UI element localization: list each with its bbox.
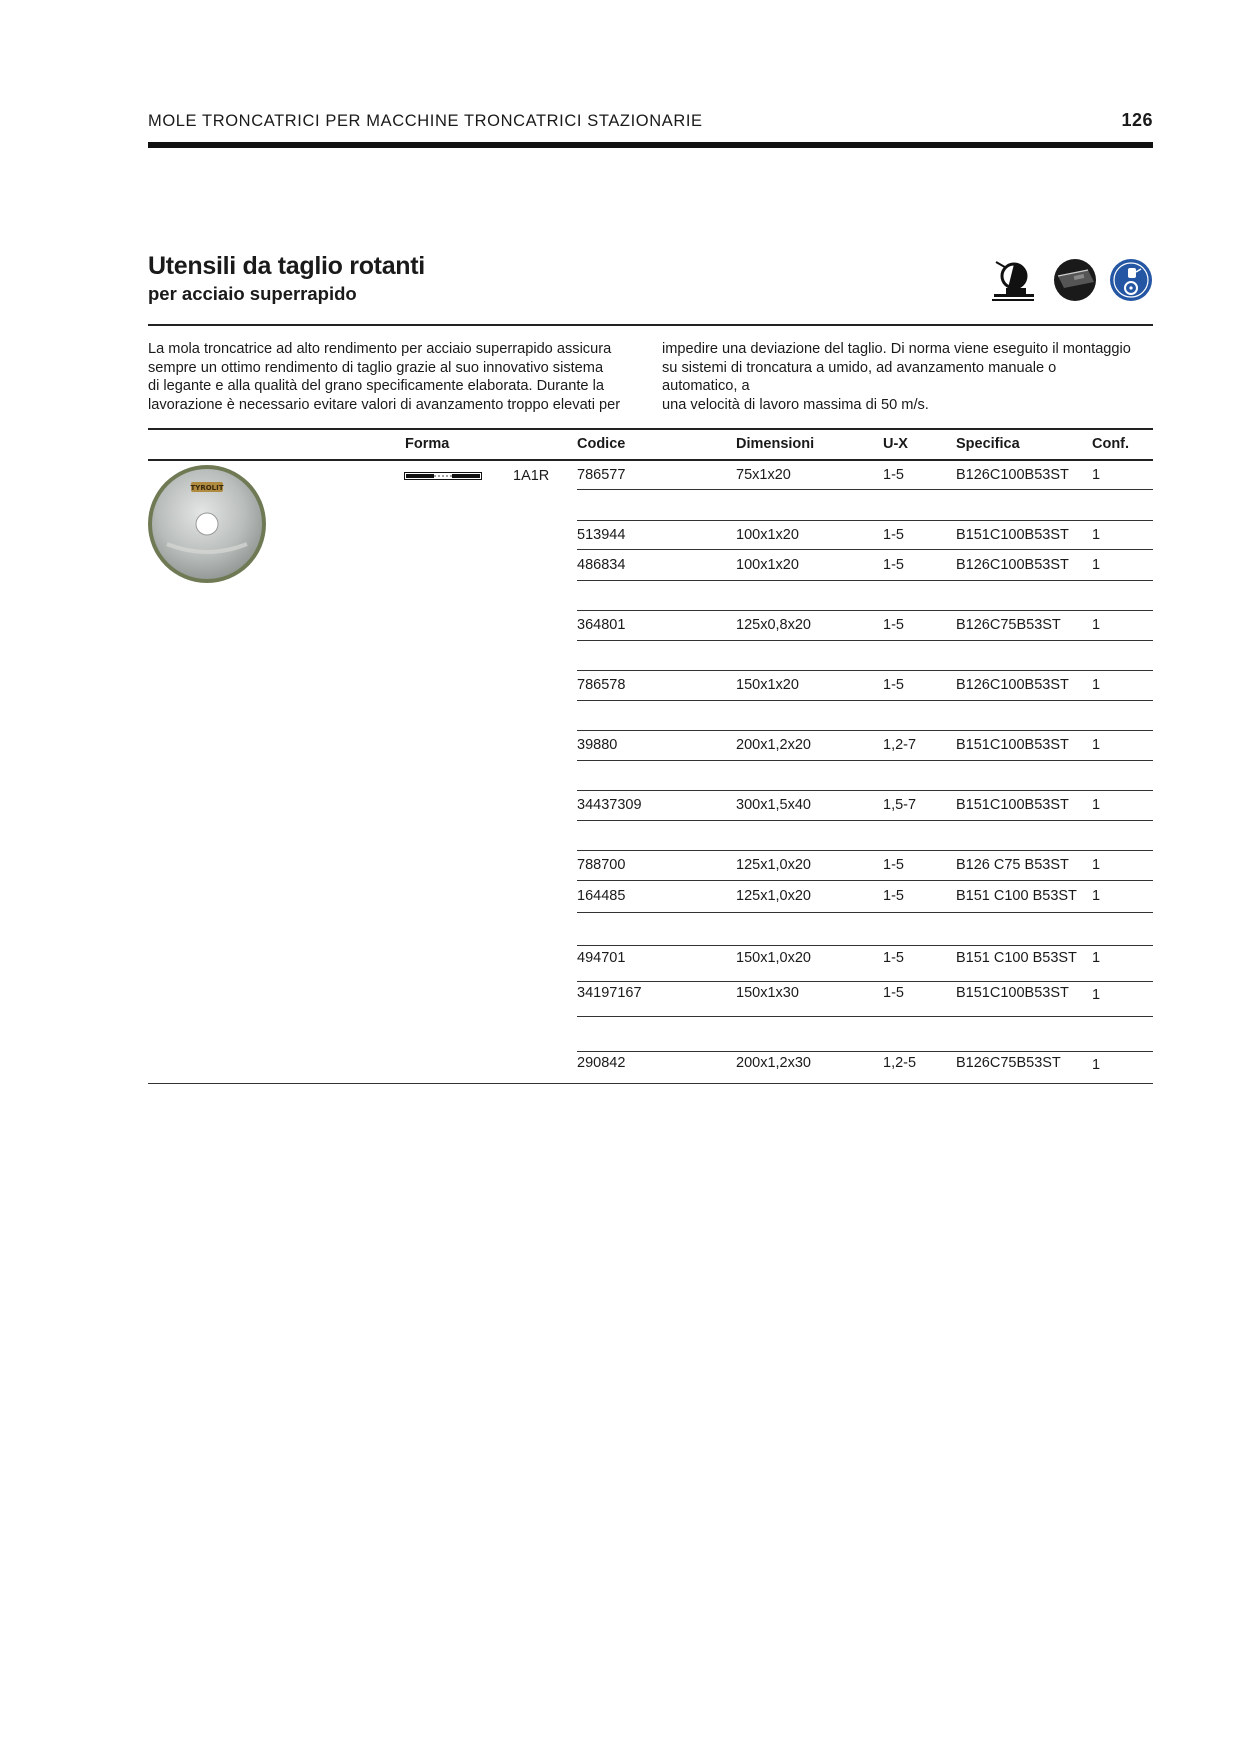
- cell-dimensioni: 200x1,2x30: [736, 1055, 811, 1071]
- cell-conf: 1: [1092, 677, 1101, 693]
- row-divider: [577, 670, 1153, 671]
- cell-ux: 1,2-7: [883, 737, 917, 753]
- description-left: [148, 340, 621, 414]
- running-header-title: MOLE TRONCATRICI PER MACCHINE TRONCATRICI STAZIONARIE: [148, 112, 703, 130]
- cell-codice: 788700: [577, 857, 626, 873]
- header-codice: Codice: [577, 436, 626, 452]
- cell-dimensioni: 125x0,8x20: [736, 617, 811, 633]
- page-number: 126: [1121, 110, 1153, 130]
- cell-dimensioni: 200x1,2x20: [736, 737, 811, 753]
- row-divider: [577, 820, 1153, 821]
- cell-conf: 1: [1092, 797, 1101, 813]
- cell-conf: 1: [1092, 557, 1101, 573]
- disc-brand-label: TYROLIT: [190, 484, 224, 492]
- row-divider: [577, 1051, 1153, 1052]
- cell-codice: 34197167: [577, 985, 642, 1001]
- cell-ux: 1-5: [883, 888, 904, 904]
- row-divider: [577, 549, 1153, 550]
- steel-material-icon: [1054, 259, 1096, 301]
- cell-ux: 1,2-5: [883, 1055, 917, 1071]
- header-ux: U-X: [883, 436, 908, 452]
- header-rule: [148, 142, 1153, 148]
- cell-specifica: B151C100B53ST: [956, 527, 1069, 543]
- description-line: su sistemi di troncatura a umido, ad avanzamento manuale o automatico, a: [662, 359, 1057, 394]
- cell-dimensioni: 125x1,0x20: [736, 888, 811, 904]
- description-right: [662, 340, 1135, 414]
- description-line: lavorazione è necessario evitare valori di avanzamento troppo elevati per: [148, 396, 621, 413]
- cell-conf: 1: [1092, 950, 1101, 966]
- cell-conf: 1: [1092, 888, 1101, 904]
- cell-codice: 364801: [577, 617, 626, 633]
- cell-specifica: B126 C75 B53ST: [956, 857, 1069, 873]
- stationary-cutoff-machine-icon: [992, 262, 1034, 300]
- header-specifica: Specifica: [956, 436, 1020, 452]
- row-divider: [577, 489, 1153, 490]
- cell-codice: 34437309: [577, 797, 642, 813]
- cell-ux: 1-5: [883, 985, 904, 1001]
- description-line: La mola troncatrice ad alto rendimento per acciaio superrapido assicura: [148, 341, 612, 357]
- cell-codice: 164485: [577, 888, 626, 904]
- cell-dimensioni: 100x1x20: [736, 527, 799, 543]
- row-divider: [577, 520, 1153, 521]
- table-bottom-rule: [148, 1083, 1153, 1084]
- cell-ux: 1-5: [883, 857, 904, 873]
- cell-specifica: B126C100B53ST: [956, 677, 1069, 693]
- description-line: una velocità di lavoro massima di 50 m/s.: [662, 396, 929, 413]
- cell-specifica: B151 C100 B53ST: [956, 950, 1077, 966]
- cell-conf: 1: [1092, 1057, 1101, 1073]
- cell-dimensioni: 75x1x20: [736, 467, 791, 483]
- cell-specifica: B126C75B53ST: [956, 617, 1061, 633]
- cell-conf: 1: [1092, 617, 1101, 633]
- cell-conf: 1: [1092, 857, 1101, 873]
- cell-codice: 290842: [577, 1055, 626, 1071]
- shape-1a1r-icon: [404, 467, 482, 475]
- cell-conf: 1: [1092, 527, 1101, 543]
- cell-specifica: B151C100B53ST: [956, 797, 1069, 813]
- section-title: Utensili da taglio rotanti: [148, 252, 425, 280]
- table-top-rule: [148, 428, 1153, 430]
- row-divider: [577, 850, 1153, 851]
- cell-ux: 1-5: [883, 467, 904, 483]
- cell-specifica: B126C75B53ST: [956, 1055, 1061, 1071]
- cell-ux: 1,5-7: [883, 797, 917, 813]
- cell-conf: 1: [1092, 987, 1101, 1003]
- cell-codice: 786577: [577, 467, 626, 483]
- cell-specifica: B126C100B53ST: [956, 467, 1069, 483]
- cell-codice: 513944: [577, 527, 626, 543]
- safety-instruction-icon: [1110, 259, 1152, 301]
- cell-ux: 1-5: [883, 950, 904, 966]
- description-line: impedire una deviazione del taglio. Di norma viene eseguito il montaggio: [662, 341, 1131, 357]
- description-line: sempre un ottimo rendimento di taglio grazie al suo innovativo sistema: [148, 359, 604, 376]
- cell-dimensioni: 300x1,5x40: [736, 797, 811, 813]
- cell-ux: 1-5: [883, 617, 904, 633]
- cell-conf: 1: [1092, 737, 1101, 753]
- row-divider: [577, 730, 1153, 731]
- title-rule: [148, 324, 1153, 326]
- cell-dimensioni: 150x1,0x20: [736, 950, 811, 966]
- row-divider: [577, 945, 1153, 946]
- cell-specifica: B151C100B53ST: [956, 737, 1069, 753]
- cell-dimensioni: 125x1,0x20: [736, 857, 811, 873]
- cell-codice: 39880: [577, 737, 618, 753]
- cell-specifica: B151 C100 B53ST: [956, 888, 1077, 904]
- cell-dimensioni: 150x1x20: [736, 677, 799, 693]
- table-header-rule: [148, 459, 1153, 461]
- cell-codice: 494701: [577, 950, 626, 966]
- row-divider: [577, 700, 1153, 701]
- header-conf: Conf.: [1092, 436, 1130, 452]
- header-forma: Forma: [405, 436, 450, 452]
- row-divider: [577, 610, 1153, 611]
- cell-codice: 486834: [577, 557, 626, 573]
- row-divider: [577, 640, 1153, 641]
- header-dimensioni: Dimensioni: [736, 436, 815, 452]
- cell-ux: 1-5: [883, 527, 904, 543]
- row-divider: [577, 912, 1153, 913]
- cell-specifica: B151C100B53ST: [956, 985, 1069, 1001]
- row-divider: [577, 580, 1153, 581]
- cell-ux: 1-5: [883, 557, 904, 573]
- row-divider: [577, 880, 1153, 881]
- section-subtitle: per acciaio superrapido: [148, 283, 357, 304]
- cutting-disc-image: [147, 464, 267, 584]
- shape-code: 1A1R: [513, 468, 550, 484]
- row-divider: [577, 981, 1153, 982]
- cell-ux: 1-5: [883, 677, 904, 693]
- cell-codice: 786578: [577, 677, 626, 693]
- cell-conf: 1: [1092, 467, 1101, 483]
- application-icons: [990, 258, 1155, 304]
- cell-specifica: B126C100B53ST: [956, 557, 1069, 573]
- cell-dimensioni: 150x1x30: [736, 985, 799, 1001]
- row-divider: [577, 1016, 1153, 1017]
- row-divider: [577, 760, 1153, 761]
- row-divider: [577, 790, 1153, 791]
- description-line: di legante e alla qualità del grano specificamente elaborata. Durante la: [148, 378, 604, 394]
- cell-dimensioni: 100x1x20: [736, 557, 799, 573]
